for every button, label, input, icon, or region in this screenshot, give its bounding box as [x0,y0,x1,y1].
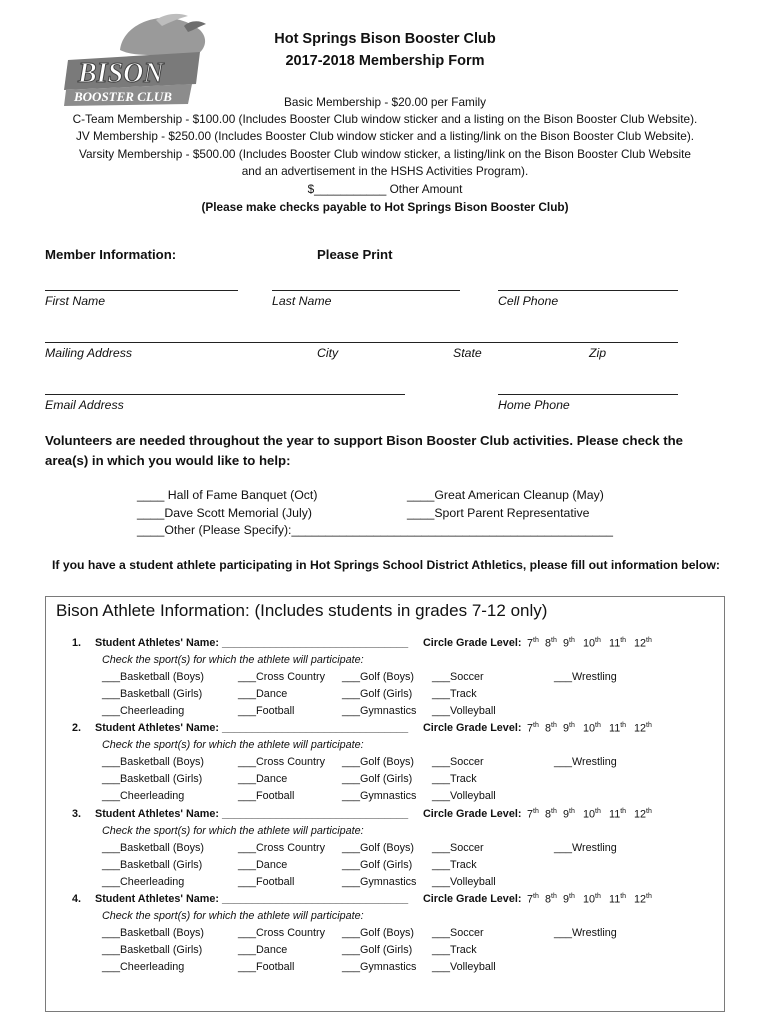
student-athlete-name-field[interactable]: Student Athletes' Name: _______________________________ [95,637,409,649]
sport-checkbox[interactable]: ___Dance [238,688,288,700]
grade-suffix: th [551,892,557,900]
sport-checkbox[interactable]: ___Football [238,705,295,717]
sport-checkbox[interactable]: ___Volleyball [432,960,496,973]
sport-checkbox[interactable]: ___Gymnastics [342,960,417,973]
grade-option-8[interactable] [545,808,557,821]
sport-checkbox[interactable]: ___Soccer [432,671,484,683]
athlete-entry-number: 4. [72,892,82,905]
student-athlete-note: If you have a student athlete participating in Hot Springs School District Athletics, please fill out information below: [52,558,720,572]
logo-word-booster-club: BOOSTER CLUB [74,89,172,104]
grade-number: 8 [545,808,552,821]
grade-suffix: th [551,722,557,730]
sport-checkbox[interactable]: ___Golf (Girls) [342,858,413,871]
grade-option-11[interactable] [609,637,626,650]
grade-option-9[interactable] [563,722,575,735]
grade-option-12[interactable] [634,637,652,650]
sport-checkbox[interactable]: ___Gymnastics [342,875,417,888]
cell-phone-label: Cell Phone [498,294,559,308]
home-phone-label: Home Phone [498,398,570,412]
sport-checkbox[interactable]: ___Wrestling [554,756,617,769]
grade-number: 7 [527,808,534,821]
grade-option-8[interactable] [545,722,557,735]
grade-number: 12 [634,808,647,821]
grade-suffix: th [533,892,539,900]
grade-option-12[interactable] [634,722,652,735]
grade-option-7[interactable] [527,808,539,821]
grade-number: 11 [609,722,621,735]
grade-suffix: th [646,637,652,644]
sport-checkbox[interactable]: ___Track [432,773,477,786]
sport-checkbox[interactable]: ___Dance [238,773,288,786]
sport-checkbox[interactable]: ___Basketball (Boys) [102,926,205,939]
sport-checkbox[interactable]: ___Cheerleading [102,960,185,973]
grade-number: 7 [527,722,534,735]
grade-number: 8 [545,637,552,650]
sport-checkbox[interactable]: ___Wrestling [554,926,617,939]
grade-option-8[interactable] [545,637,557,650]
sport-checkbox[interactable]: ___Golf (Boys) [342,841,415,854]
first-name-field[interactable] [45,290,238,291]
sport-checkbox[interactable]: ___Volleyball [432,705,496,717]
check-sports-instruction: Check the sport(s) for which the athlete will participate: [102,824,364,837]
grade-level-label: Circle Grade Level: [423,722,522,735]
volunteer-dave-scott[interactable]: ____Dave Scott Memorial (July) [137,506,312,520]
athlete-box-title-main: Bison Athlete Information: [56,601,250,620]
email-field[interactable] [45,394,405,395]
grade-number: 10 [583,722,596,735]
athlete-entry-number: 1. [72,637,82,649]
member-info-heading: Member Information: [45,247,177,262]
membership-other-amount[interactable]: $___________ Other Amount [307,182,463,196]
membership-jv: JV Membership - $250.00 (Includes Booster Club window sticker and a listing/link on the Bison Booster Club Website). [75,129,695,143]
volunteer-intro: Volunteers are needed throughout the year to support Bison Booster Club activities. Please check the area(s) in which you would like to help: [45,433,684,468]
grade-option-10[interactable] [583,637,601,650]
grade-option-12[interactable] [634,893,652,906]
grade-number: 10 [583,808,596,821]
sport-checkbox[interactable]: ___Track [432,688,477,700]
email-label: Email Address [45,398,124,412]
sport-checkbox[interactable]: ___Basketball (Boys) [102,841,205,854]
athlete-entry-number: 3. [72,807,82,820]
grade-option-12[interactable] [634,808,652,821]
grade-suffix: th [646,892,652,900]
grade-option-11[interactable] [609,893,626,906]
sport-checkbox[interactable]: ___Track [432,858,477,871]
grade-number: 8 [545,893,552,906]
check-sports-instruction: Check the sport(s) for which the athlete will participate: [102,739,364,752]
check-sports-instruction: Check the sport(s) for which the athlete will participate: [102,909,364,922]
please-print-label: Please Print [317,247,393,262]
last-name-field[interactable] [272,290,460,291]
grade-number: 8 [545,722,552,735]
grade-option-11[interactable] [609,808,626,821]
city-label: City [317,346,339,360]
grade-option-9[interactable] [563,893,575,906]
sport-checkbox[interactable]: ___Golf (Girls) [342,943,413,956]
grade-option-7[interactable] [527,893,539,906]
sport-checkbox[interactable]: ___Volleyball [432,790,496,803]
grade-suffix: th [569,637,575,644]
sport-checkbox[interactable]: ___Golf (Boys) [342,756,415,769]
zip-label: Zip [589,346,607,360]
grade-suffix: th [620,637,627,644]
cell-phone-field[interactable] [498,290,678,291]
sport-checkbox[interactable]: ___Basketball (Girls) [102,688,203,700]
home-phone-field[interactable] [498,394,678,395]
sport-checkbox[interactable]: ___Cross Country [238,671,326,683]
grade-option-10[interactable] [583,893,601,906]
grade-suffix: th [620,892,627,900]
sport-checkbox[interactable]: ___Volleyball [432,875,496,888]
grade-suffix: th [551,807,557,815]
grade-suffix: th [595,637,601,644]
grade-option-9[interactable] [563,637,575,650]
sport-checkbox[interactable]: ___Dance [238,943,288,956]
grade-option-10[interactable] [583,808,601,821]
sport-checkbox[interactable]: ___Track [432,943,477,956]
athlete-info-box [45,596,725,1012]
grade-number: 11 [609,637,621,650]
sport-checkbox[interactable]: ___Cheerleading [102,790,185,803]
sport-checkbox[interactable]: ___Golf (Boys) [342,671,415,683]
sport-checkbox[interactable]: ___Dance [238,858,288,871]
form-subtitle: 2017-2018 Membership Form [285,53,485,69]
grade-option-7[interactable] [527,722,539,735]
sport-checkbox[interactable]: ___Basketball (Boys) [102,756,205,769]
state-label: State [453,346,482,360]
grade-number: 9 [563,893,570,906]
grade-suffix: th [569,722,575,730]
form-title: Hot Springs Bison Booster Club [274,31,496,47]
sport-checkbox[interactable]: ___Cross Country [238,926,326,939]
grade-suffix: th [533,637,539,644]
sport-checkbox[interactable]: ___Soccer [432,926,484,939]
sport-checkbox[interactable]: ___Football [238,875,295,888]
grade-suffix: th [533,722,539,730]
membership-basic: Basic Membership - $20.00 per Family [284,95,486,109]
sport-checkbox[interactable]: ___Basketball (Girls) [102,943,203,956]
grade-option-10[interactable] [583,722,601,735]
grade-suffix: th [569,807,575,815]
check-sports-instruction: Check the sport(s) for which the athlete will participate: [102,654,364,666]
last-name-label: Last Name [272,294,332,308]
mailing-address-field[interactable] [45,342,678,343]
grade-option-7[interactable] [527,637,539,650]
grade-level-label: Circle Grade Level: [423,637,522,649]
grade-number: 9 [563,637,570,650]
grade-number: 12 [634,637,647,650]
grade-suffix: th [569,892,575,900]
grade-suffix: th [595,892,601,900]
sport-checkbox[interactable]: ___Basketball (Boys) [102,671,205,683]
sport-checkbox[interactable]: ___Soccer [432,756,484,769]
membership-varsity-line2: and an advertisement in the HSHS Activities Program). [241,164,529,178]
student-athlete-name-field[interactable]: Student Athletes' Name: _______________________________ [95,722,409,735]
grade-suffix: th [646,807,652,815]
sport-checkbox[interactable]: ___Wrestling [554,841,617,854]
grade-number: 9 [563,808,570,821]
sport-checkbox[interactable]: ___Basketball (Girls) [102,773,203,786]
student-athlete-name-field[interactable]: Student Athletes' Name: _______________________________ [95,892,409,905]
grade-suffix: th [646,722,652,730]
volunteer-other[interactable]: ____Other (Please Specify):_______________________________________________ [137,523,613,537]
grade-number: 11 [609,808,621,821]
sport-checkbox[interactable]: ___Golf (Boys) [342,926,415,939]
sport-checkbox[interactable]: ___Cross Country [238,756,326,769]
athlete-entry-number: 2. [72,722,82,735]
grade-option-9[interactable] [563,808,575,821]
grade-suffix: th [551,637,557,644]
checks-payable-note: (Please make checks payable to Hot Springs Bison Booster Club) [201,200,569,214]
sport-checkbox[interactable]: ___Cheerleading [102,705,185,717]
athlete-box-title [56,601,547,621]
membership-cteam: C-Team Membership - $100.00 (Includes Booster Club window sticker and a listing on the Bison Booster Club Website). [72,112,698,126]
grade-suffix: th [595,722,601,730]
grade-option-8[interactable] [545,893,557,906]
mailing-address-label: Mailing Address [45,346,133,360]
sport-checkbox[interactable]: ___Soccer [432,841,484,854]
grade-suffix: th [620,807,627,815]
volunteer-hall-of-fame[interactable]: ____ Hall of Fame Banquet (Oct) [137,488,318,502]
sport-checkbox[interactable]: ___Cheerleading [102,875,185,888]
grade-suffix: th [620,722,627,730]
grade-number: 7 [527,893,534,906]
grade-suffix: th [595,807,601,815]
grade-number: 10 [583,893,596,906]
grade-number: 12 [634,722,647,735]
grade-number: 12 [634,893,647,906]
sport-checkbox[interactable]: ___Gymnastics [342,705,417,717]
sport-checkbox[interactable]: ___Golf (Girls) [342,688,413,700]
grade-number: 10 [583,637,596,650]
grade-number: 11 [609,893,621,906]
volunteer-cleanup[interactable]: ____Great American Cleanup (May) [407,488,604,502]
first-name-label: First Name [45,294,106,308]
grade-option-11[interactable] [609,722,626,735]
athlete-box-subtitle: (Includes students in grades 7-12 only) [254,601,548,620]
sport-checkbox[interactable]: ___Wrestling [554,671,617,683]
grade-suffix: th [533,807,539,815]
student-athlete-name-field[interactable]: Student Athletes' Name: _______________________________ [95,807,409,820]
logo-word-bison: BISON [78,58,164,89]
grade-level-label: Circle Grade Level: [423,807,522,820]
membership-varsity-line1: Varsity Membership - $500.00 (Includes Booster Club window sticker, a listing/link on the Bison Booster Club Website [79,147,691,161]
grade-number: 7 [527,637,534,650]
sport-checkbox[interactable]: ___Basketball (Girls) [102,858,203,871]
sport-checkbox[interactable]: ___Cross Country [238,841,326,854]
grade-number: 9 [563,722,570,735]
sport-checkbox[interactable]: ___Football [238,790,295,803]
sport-checkbox[interactable]: ___Gymnastics [342,790,417,803]
volunteer-sport-parent[interactable]: ____Sport Parent Representative [407,506,590,520]
sport-checkbox[interactable]: ___Football [238,960,295,973]
sport-checkbox[interactable]: ___Golf (Girls) [342,773,413,786]
grade-level-label: Circle Grade Level: [423,892,522,905]
